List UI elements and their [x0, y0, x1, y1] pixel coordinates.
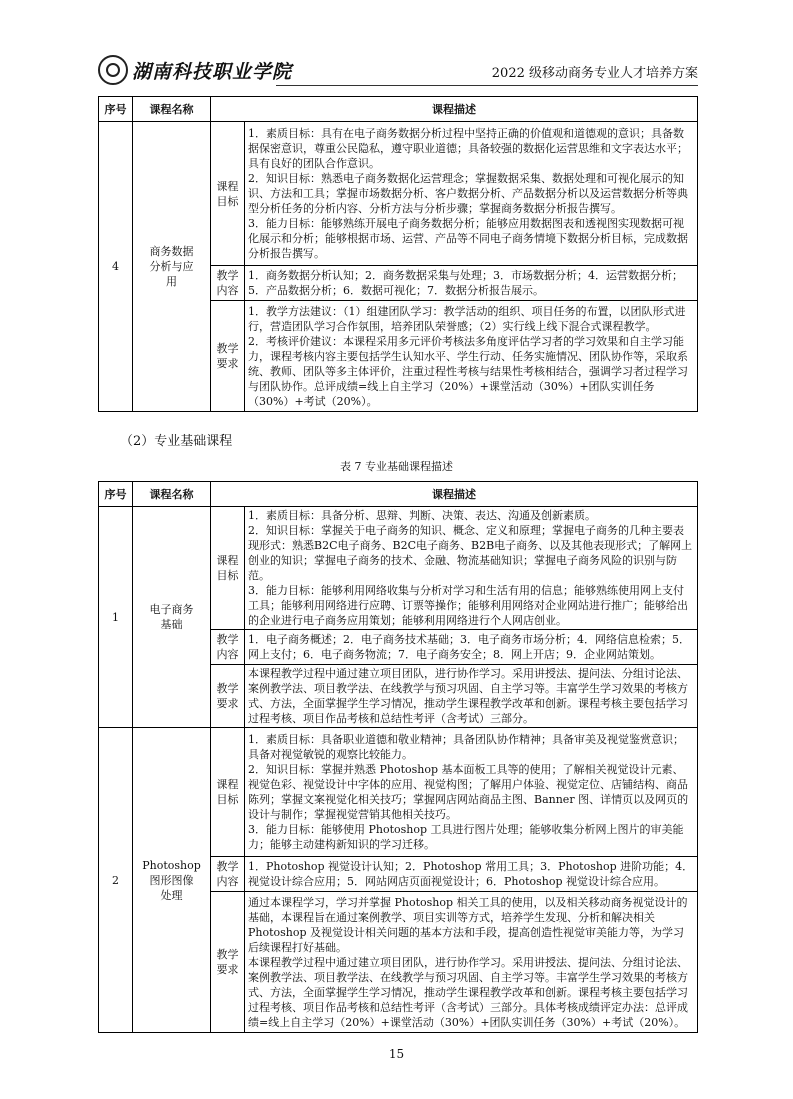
- header-no: 序号: [99, 482, 133, 507]
- req-text: 本课程教学过程中通过建立项目团队，进行协作学习。采用讲授法、提问法、分组讨论法、案例教学法、项目教学法、在线教学与预习巩固、自主学习等。丰富学生学习效果的考核方式、方法，全面掌握学生学习情况，推动学生课程教学改革和创新。课程考核主要包括学习过程考核、项目作品考核和总结性考评（含考试）三部分。: [245, 665, 698, 728]
- goal-text: 1．素质目标：具有在电子商务数据分析过程中坚持正确的价值观和道德观的意识；具备数据保密意识，尊重公民隐私，遵守职业道德；具备较强的数据化运营思维和文字表达水平；具有良好的团队合作意识。 2．知识目标：熟悉电子商务数据化运营理念；掌握数据采集、数据处理和可视化展示的知识、方法和工具；掌握市场数据分析、客户数据分析、产品数据分析以及运营数据分析等典型分析任务的分析内容、分析方法与分析步骤；掌握商务数据分析报告撰写。 3．能力目标：能够熟练开展电子商务数据分析；能够应用数据图表和透视图实现数据可视化展示和分析；能够根据市场、运营、产品等不同电子商务情境下数据分析目标，完成数据分析报告撰写。: [245, 122, 698, 266]
- document-title: 2022 级移动商务专业人才培养方案: [491, 66, 698, 81]
- course-name: Photoshop 图形图像 处理: [133, 728, 211, 1033]
- header-name: 课程名称: [133, 97, 211, 122]
- goal-text: 1．素质目标：具备职业道德和敬业精神；具备团队协作精神；具备审美及视觉鉴赏意识；具备对视觉敏锐的观察比较能力。 2．知识目标：掌握并熟悉 Photoshop 基本面板工具等的使用；了解相关视觉设计元素、视觉色彩、视觉设计中字体的应用、视觉构图；了解用户体验、视觉定位、店铺结构、商品陈列；掌握文案视觉化相关技巧；掌握网店网站商品主图、Banner 图、详情页以及网页的设计与制作；掌握视觉营销其他相关技巧。 3．能力目标：能够使用 Photoshop 工具进行图片处理；能够收集分析网上图片的审美能力；能够主动建构新知识的学习迁移。: [245, 728, 698, 857]
- goal-label: 课程 目标: [211, 122, 245, 266]
- header-desc: 课程描述: [211, 482, 698, 507]
- school-logo: [98, 56, 293, 84]
- school-name: 湖南科技职业学院: [132, 60, 293, 83]
- page-number: 15: [388, 1047, 405, 1061]
- course-name: 商务数据 分析与应 用: [133, 122, 211, 412]
- content-text: 1．电子商务概述；2．电子商务技术基础；3．电子商务市场分析；4．网络信息检索；5．网上支付；6．电子商务物流；7．电子商务安全；8．网上开店；9．企业网站策划。: [245, 630, 698, 665]
- req-label: 教学 要求: [211, 892, 245, 1033]
- header-divider: [276, 85, 698, 86]
- goal-label: 课程 目标: [211, 728, 245, 857]
- goal-label: 课程 目标: [211, 507, 245, 630]
- req-label: 教学 要求: [211, 665, 245, 728]
- course-table-top: [98, 96, 698, 412]
- course-table-bottom: [98, 481, 698, 1033]
- header-name: 课程名称: [133, 482, 211, 507]
- content-label: 教学 内容: [211, 266, 245, 301]
- req-label: 教学 要求: [211, 301, 245, 412]
- header-no: 序号: [99, 97, 133, 122]
- req-text: 通过本课程学习，学习并掌握 Photoshop 相关工具的使用，以及相关移动商务视觉设计的基础，本课程旨在通过案例教学、项目实训等方式，培养学生发现、分析和解决相关Photoshop 及视觉设计相关问题的基本方法和手段，提高创造性视觉审美能力等，为学习后续课程打好基础。 本课程教学过程中通过建立项目团队，进行协作学习。采用讲授法、提问法、分组讨论法、案例教学法、项目教学法、在线教学与预习巩固、自主学习等。丰富学生学习效果的考核方式、方法，全面掌握学生学习情况，推动学生课程教学改革和创新。课程考核主要包括学习过程考核、项目作品考核和总结性考评（含考试）三部分。具体考核成绩评定办法：总评成绩=线上自主学习（20%）+课堂活动（30%）+团队实训任务（30%）+考试（20%）。: [245, 892, 698, 1033]
- content-label: 教学 内容: [211, 630, 245, 665]
- table-row: [99, 122, 698, 266]
- page-header: [98, 56, 698, 88]
- content-text: 1．商务数据分析认知；2．商务数据采集与处理；3．市场数据分析；4．运营数据分析；5．产品数据分析；6．数据可视化；7．数据分析报告展示。: [245, 266, 698, 301]
- req-text: 1．教学方法建议：（1）组建团队学习：教学活动的组织、项目任务的布置，以团队形式进行，营造团队学习合作氛围，培养团队荣誉感；（2）实行线上线下混合式课程教学。 2．考核评价建议：本课程采用多元评价考核法多角度评估学习者的学习效果和自主学习能力，课程考核内容主要包括学生认知水平、学生行动、任务实施情况、团队协作等，采取系统、教师、团队等多主体评价，注重过程性考核与结果性考核相结合，强调学习者过程学习与团队协作。总评成绩=线上自主学习（20%）+课堂活动（30%）+团队实训任务（30%）+考试（20%）。: [245, 301, 698, 412]
- table-header-row: [99, 97, 698, 122]
- course-name: 电子商务 基础: [133, 507, 211, 728]
- course-no: 2: [99, 728, 133, 1033]
- table-row: [99, 728, 698, 857]
- header-desc: 课程描述: [211, 97, 698, 122]
- table-row: [99, 507, 698, 630]
- school-seal-icon: [98, 55, 128, 85]
- course-no: 1: [99, 507, 133, 728]
- table-header-row: [99, 482, 698, 507]
- content-label: 教学 内容: [211, 857, 245, 892]
- goal-text: 1．素质目标：具备分析、思辩、判断、决策、表达、沟通及创新素质。 2．知识目标：掌握关于电子商务的知识、概念、定义和原理；掌握电子商务的几种主要表现形式：熟悉B2C电子商务、B2C电子商务、B2B电子商务、以及其他表现形式；了解网上创业的知识；掌握电子商务的技术、金融、物流基础知识；掌握电子商务风险的识别与防范。 3．能力目标：能够利用网络收集与分析对学习和生活有用的信息；能够熟练使用网上支付工具；能够利用网络进行应聘、订票等操作；能够利用网络对企业网站进行推广；能够给出的企业进行电子商务应用策划；能够利用网络进行个人网店创业。: [245, 507, 698, 630]
- content-text: 1．Photoshop 视觉设计认知；2．Photoshop 常用工具；3．Photoshop 进阶功能；4．视觉设计综合应用；5．网站网店页面视觉设计；6．Photoshop 视觉设计综合应用。: [245, 857, 698, 892]
- table-caption: 表 7 专业基础课程描述: [340, 460, 453, 473]
- section-title: （2）专业基础课程: [120, 434, 233, 449]
- course-no: 4: [99, 122, 133, 412]
